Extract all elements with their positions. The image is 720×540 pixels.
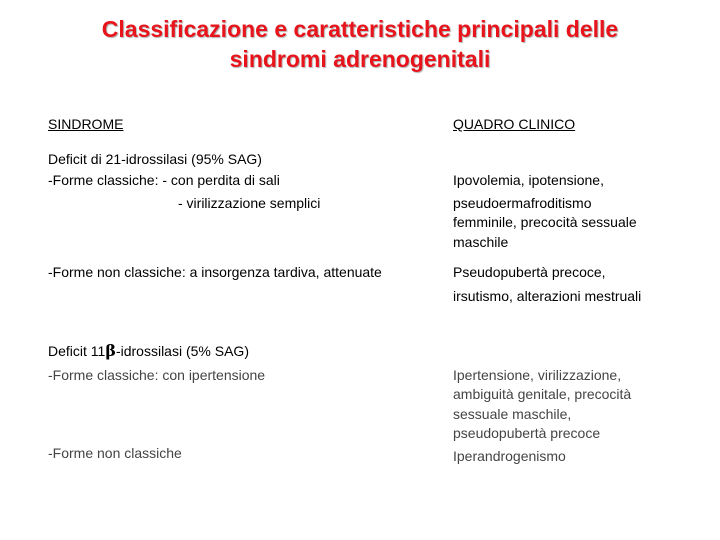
section2-heading bbox=[48, 341, 249, 361]
slide-title bbox=[0, 14, 720, 74]
section2-nonclassic: -Forme non classiche bbox=[48, 445, 182, 461]
section1-classic-line2: - virilizzazione semplici bbox=[178, 195, 321, 211]
header-clinical: QUADRO CLINICO bbox=[453, 116, 576, 132]
section2-nonclassic-clinical: Iperandrogenismo bbox=[453, 448, 566, 464]
section2-heading-pre: Deficit 11 bbox=[48, 343, 106, 359]
header-syndrome: SINDROME bbox=[48, 116, 124, 132]
section2-classic-clinical-2: ambiguità genitale, precocità bbox=[453, 386, 632, 402]
section2-heading-post: -idrossilasi (5% SAG) bbox=[115, 343, 249, 359]
section1-nonclassic-clinical-1: Pseudopubertà precoce, bbox=[453, 264, 606, 280]
section1-classic-clinical-3: femminile, precocità sessuale bbox=[453, 214, 637, 230]
section1-nonclassic-clinical-2: irsutismo, alterazioni mestruali bbox=[453, 288, 642, 304]
section2-classic: -Forme classiche: con ipertensione bbox=[48, 367, 266, 383]
title-line-2: sindromi adrenogenitali bbox=[229, 46, 491, 72]
section1-classic-line1: -Forme classiche: - con perdita di sali bbox=[48, 172, 280, 188]
section2-classic-clinical-1: Ipertensione, virilizzazione, bbox=[453, 367, 622, 383]
title-line-1: Classificazione e caratteristiche principali delle bbox=[101, 16, 619, 42]
section1-classic-clinical-1: Ipovolemia, ipotensione, bbox=[453, 172, 604, 188]
section1-heading: Deficit di 21-idrossilasi (95% SAG) bbox=[48, 151, 262, 167]
section1-classic-clinical-4: maschile bbox=[453, 234, 509, 250]
section1-classic-clinical-2: pseudoermafroditismo bbox=[453, 195, 592, 211]
section2-classic-clinical-4: pseudopubertà precoce bbox=[453, 425, 601, 441]
section2-classic-clinical-3: sessuale maschile, bbox=[453, 406, 572, 422]
section1-nonclassic: -Forme non classiche: a insorgenza tardiva, attenuate bbox=[48, 264, 382, 280]
beta-symbol: β bbox=[105, 341, 116, 360]
